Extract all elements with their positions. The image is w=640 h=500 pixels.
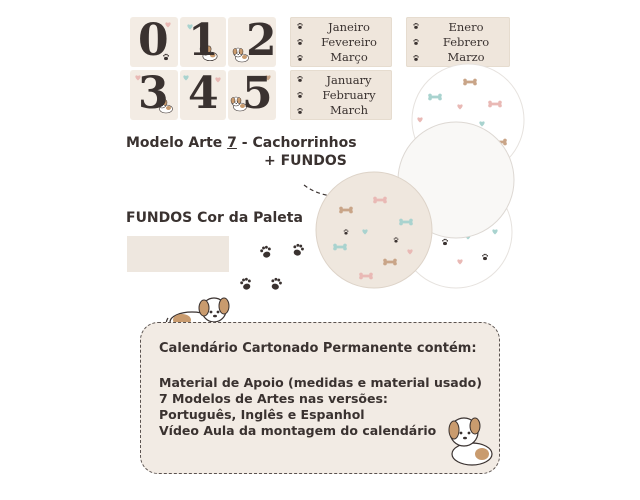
month-label: Fevereiro [321, 35, 377, 49]
number-tile-3 [130, 70, 178, 120]
model-title-suffix: - Cachorrinhos [236, 135, 357, 151]
info-line: Vídeo Aula da montagem do calendário [159, 423, 437, 438]
backgrounds-circles [310, 62, 525, 290]
number-tile-0 [130, 17, 178, 67]
number-tile-2 [228, 17, 276, 67]
background-circle-bones-cream [316, 172, 432, 288]
digit-4: 4 [188, 70, 218, 119]
paw-icon [293, 19, 307, 65]
model-title-prefix: Modelo Arte [126, 135, 228, 151]
digit-1: 1 [188, 17, 218, 66]
palette-title: FUNDOS Cor da Paleta [126, 210, 303, 226]
digit-0: 0 [138, 17, 168, 66]
month-label: Janeiro [328, 20, 370, 34]
month-label: Março [330, 50, 368, 64]
month-label: March [330, 103, 368, 117]
number-tile-5 [228, 70, 276, 120]
model-number: 7 [227, 135, 237, 151]
number-tile-4 [180, 70, 226, 120]
palette-swatch [127, 236, 229, 272]
number-tile-1 [180, 17, 226, 67]
sitting-dog-icon [442, 410, 504, 468]
model-title-line2: + FUNDOS [264, 153, 347, 169]
paw-icon [293, 72, 307, 118]
info-line: 7 Modelos de Artes nas versões: [159, 391, 388, 406]
month-label: February [322, 88, 376, 102]
info-line: Material de Apoio (medidas e material usado) [159, 375, 482, 390]
month-label: Marzo [447, 50, 485, 64]
digit-5: 5 [242, 70, 272, 119]
month-label: Febrero [442, 35, 490, 49]
digit-3: 3 [138, 70, 168, 119]
month-card-portuguese [290, 17, 392, 67]
digit-2: 2 [246, 17, 276, 66]
month-label: January [326, 73, 372, 87]
info-line: Português, Inglês e Espanhol [159, 407, 365, 422]
info-title: Calendário Cartonado Permanente contém: [159, 341, 477, 356]
month-label: Enero [448, 20, 484, 34]
paw-trail-icon [230, 236, 320, 306]
paw-icon [409, 19, 423, 65]
month-card-spanish [406, 17, 510, 67]
